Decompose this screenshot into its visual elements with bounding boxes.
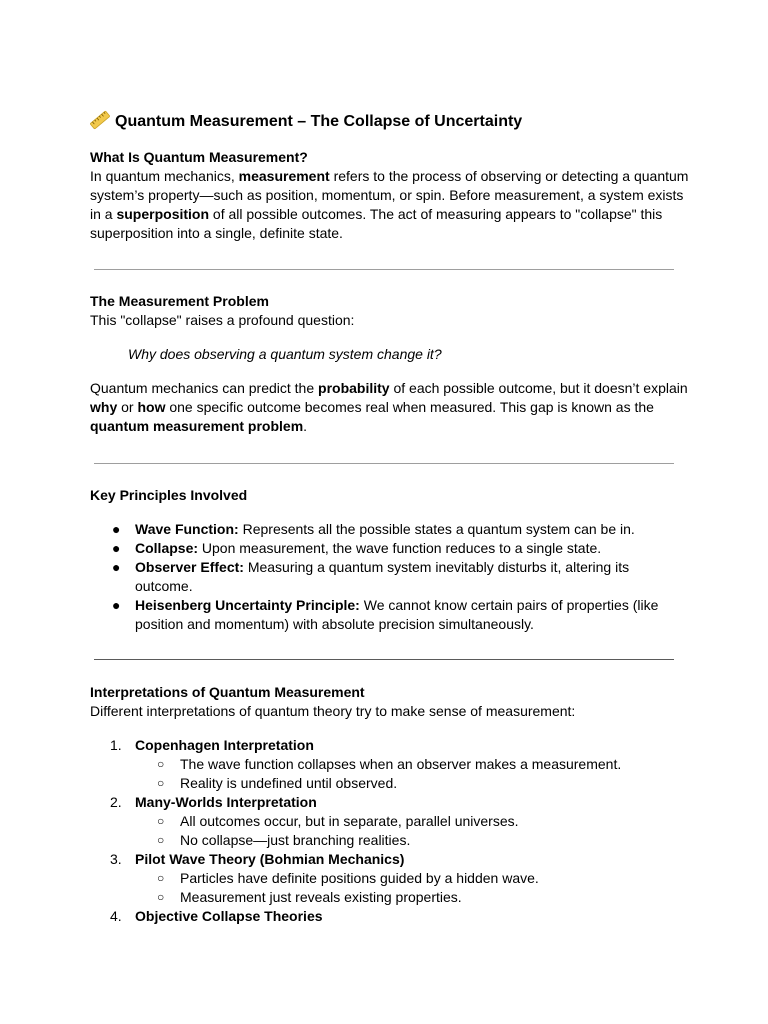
- list-number: 4.: [110, 908, 122, 924]
- section-heading: Key Principles Involved: [90, 487, 248, 503]
- circle-bullet-icon: ○: [157, 757, 165, 771]
- section-intro: This "collapse" raises a profound question:: [90, 312, 355, 328]
- circle-bullet-icon: ○: [157, 890, 165, 904]
- sub-list-item: ○ Measurement just reveals existing properties.: [157, 889, 462, 905]
- sub-list-item: ○ Reality is undefined until observed.: [157, 775, 398, 791]
- list-number: 3.: [110, 851, 122, 867]
- list-item: [90, 907, 690, 926]
- bullet-icon: ●: [112, 521, 121, 537]
- section-paragraph: In quantum mechanics, measurement refers to the process of observing or detecting a quantum system’s property—such as position, momentum, or spin. Before measurement, a system exists in a superposition of all possible outcomes. The act of measuring appears to "collapse" this superposition into a single, definite state.: [90, 168, 689, 241]
- list-item: ● Observer Effect: Measuring a quantum system inevitably disturbs it, altering its outcome.: [112, 559, 630, 594]
- circle-bullet-icon: ○: [157, 814, 165, 828]
- section-heading: The Measurement Problem: [90, 293, 269, 309]
- ruler-icon: [90, 110, 110, 130]
- principles-list: [90, 520, 660, 634]
- circle-bullet-icon: ○: [157, 871, 165, 885]
- circle-bullet-icon: ○: [157, 833, 165, 847]
- section-heading: What Is Quantum Measurement?: [90, 149, 308, 165]
- horizontal-divider: [94, 463, 674, 464]
- list-item: [90, 850, 690, 907]
- section-what-is-measurement: [90, 148, 690, 243]
- title-text: Quantum Measurement – The Collapse of Uncertainty: [115, 113, 523, 130]
- circle-bullet-icon: ○: [157, 776, 165, 790]
- section-interpretations: [90, 683, 690, 721]
- interpretation-name: Copenhagen Interpretation: [135, 737, 314, 753]
- sub-list-item: ○ No collapse—just branching realities.: [157, 832, 411, 848]
- list-item: ● Wave Function: Represents all the possible states a quantum system can be in.: [112, 521, 635, 537]
- block-quote: Why does observing a quantum system change it?: [128, 346, 442, 362]
- section-paragraph: Quantum mechanics can predict the probability of each possible outcome, but it doesn’t explain why or how one specific outcome becomes real when measured. This gap is known as the quantum measurement problem.: [90, 380, 688, 434]
- sub-list-item: ○ Particles have definite positions guided by a hidden wave.: [157, 870, 539, 886]
- interpretations-list: [90, 736, 690, 926]
- list-item: [90, 736, 690, 793]
- section-heading: Interpretations of Quantum Measurement: [90, 684, 365, 700]
- list-number: 2.: [110, 794, 122, 810]
- list-number: 1.: [110, 737, 122, 753]
- interpretation-name: Pilot Wave Theory (Bohmian Mechanics): [135, 851, 405, 867]
- sub-list-item: ○ The wave function collapses when an observer makes a measurement.: [157, 756, 622, 772]
- section-measurement-problem: [90, 292, 690, 330]
- sub-list-item: ○ All outcomes occur, but in separate, parallel universes.: [157, 813, 519, 829]
- section-intro: Different interpretations of quantum theory try to make sense of measurement:: [90, 703, 576, 719]
- horizontal-divider: [94, 659, 674, 660]
- interpretation-name: Many-Worlds Interpretation: [135, 794, 317, 810]
- bullet-icon: ●: [112, 559, 121, 575]
- list-item: [90, 793, 690, 850]
- bullet-icon: ●: [112, 540, 121, 556]
- interpretation-name: Objective Collapse Theories: [135, 908, 323, 924]
- list-item: ● Collapse: Upon measurement, the wave function reduces to a single state.: [112, 540, 602, 556]
- section-key-principles: [90, 486, 690, 505]
- list-item: ● Heisenberg Uncertainty Principle: We cannot know certain pairs of properties (like position and momentum) with absolute precision simultaneously.: [112, 597, 659, 632]
- bullet-icon: ●: [112, 597, 121, 613]
- horizontal-divider: [94, 269, 674, 270]
- page-title: [90, 110, 522, 133]
